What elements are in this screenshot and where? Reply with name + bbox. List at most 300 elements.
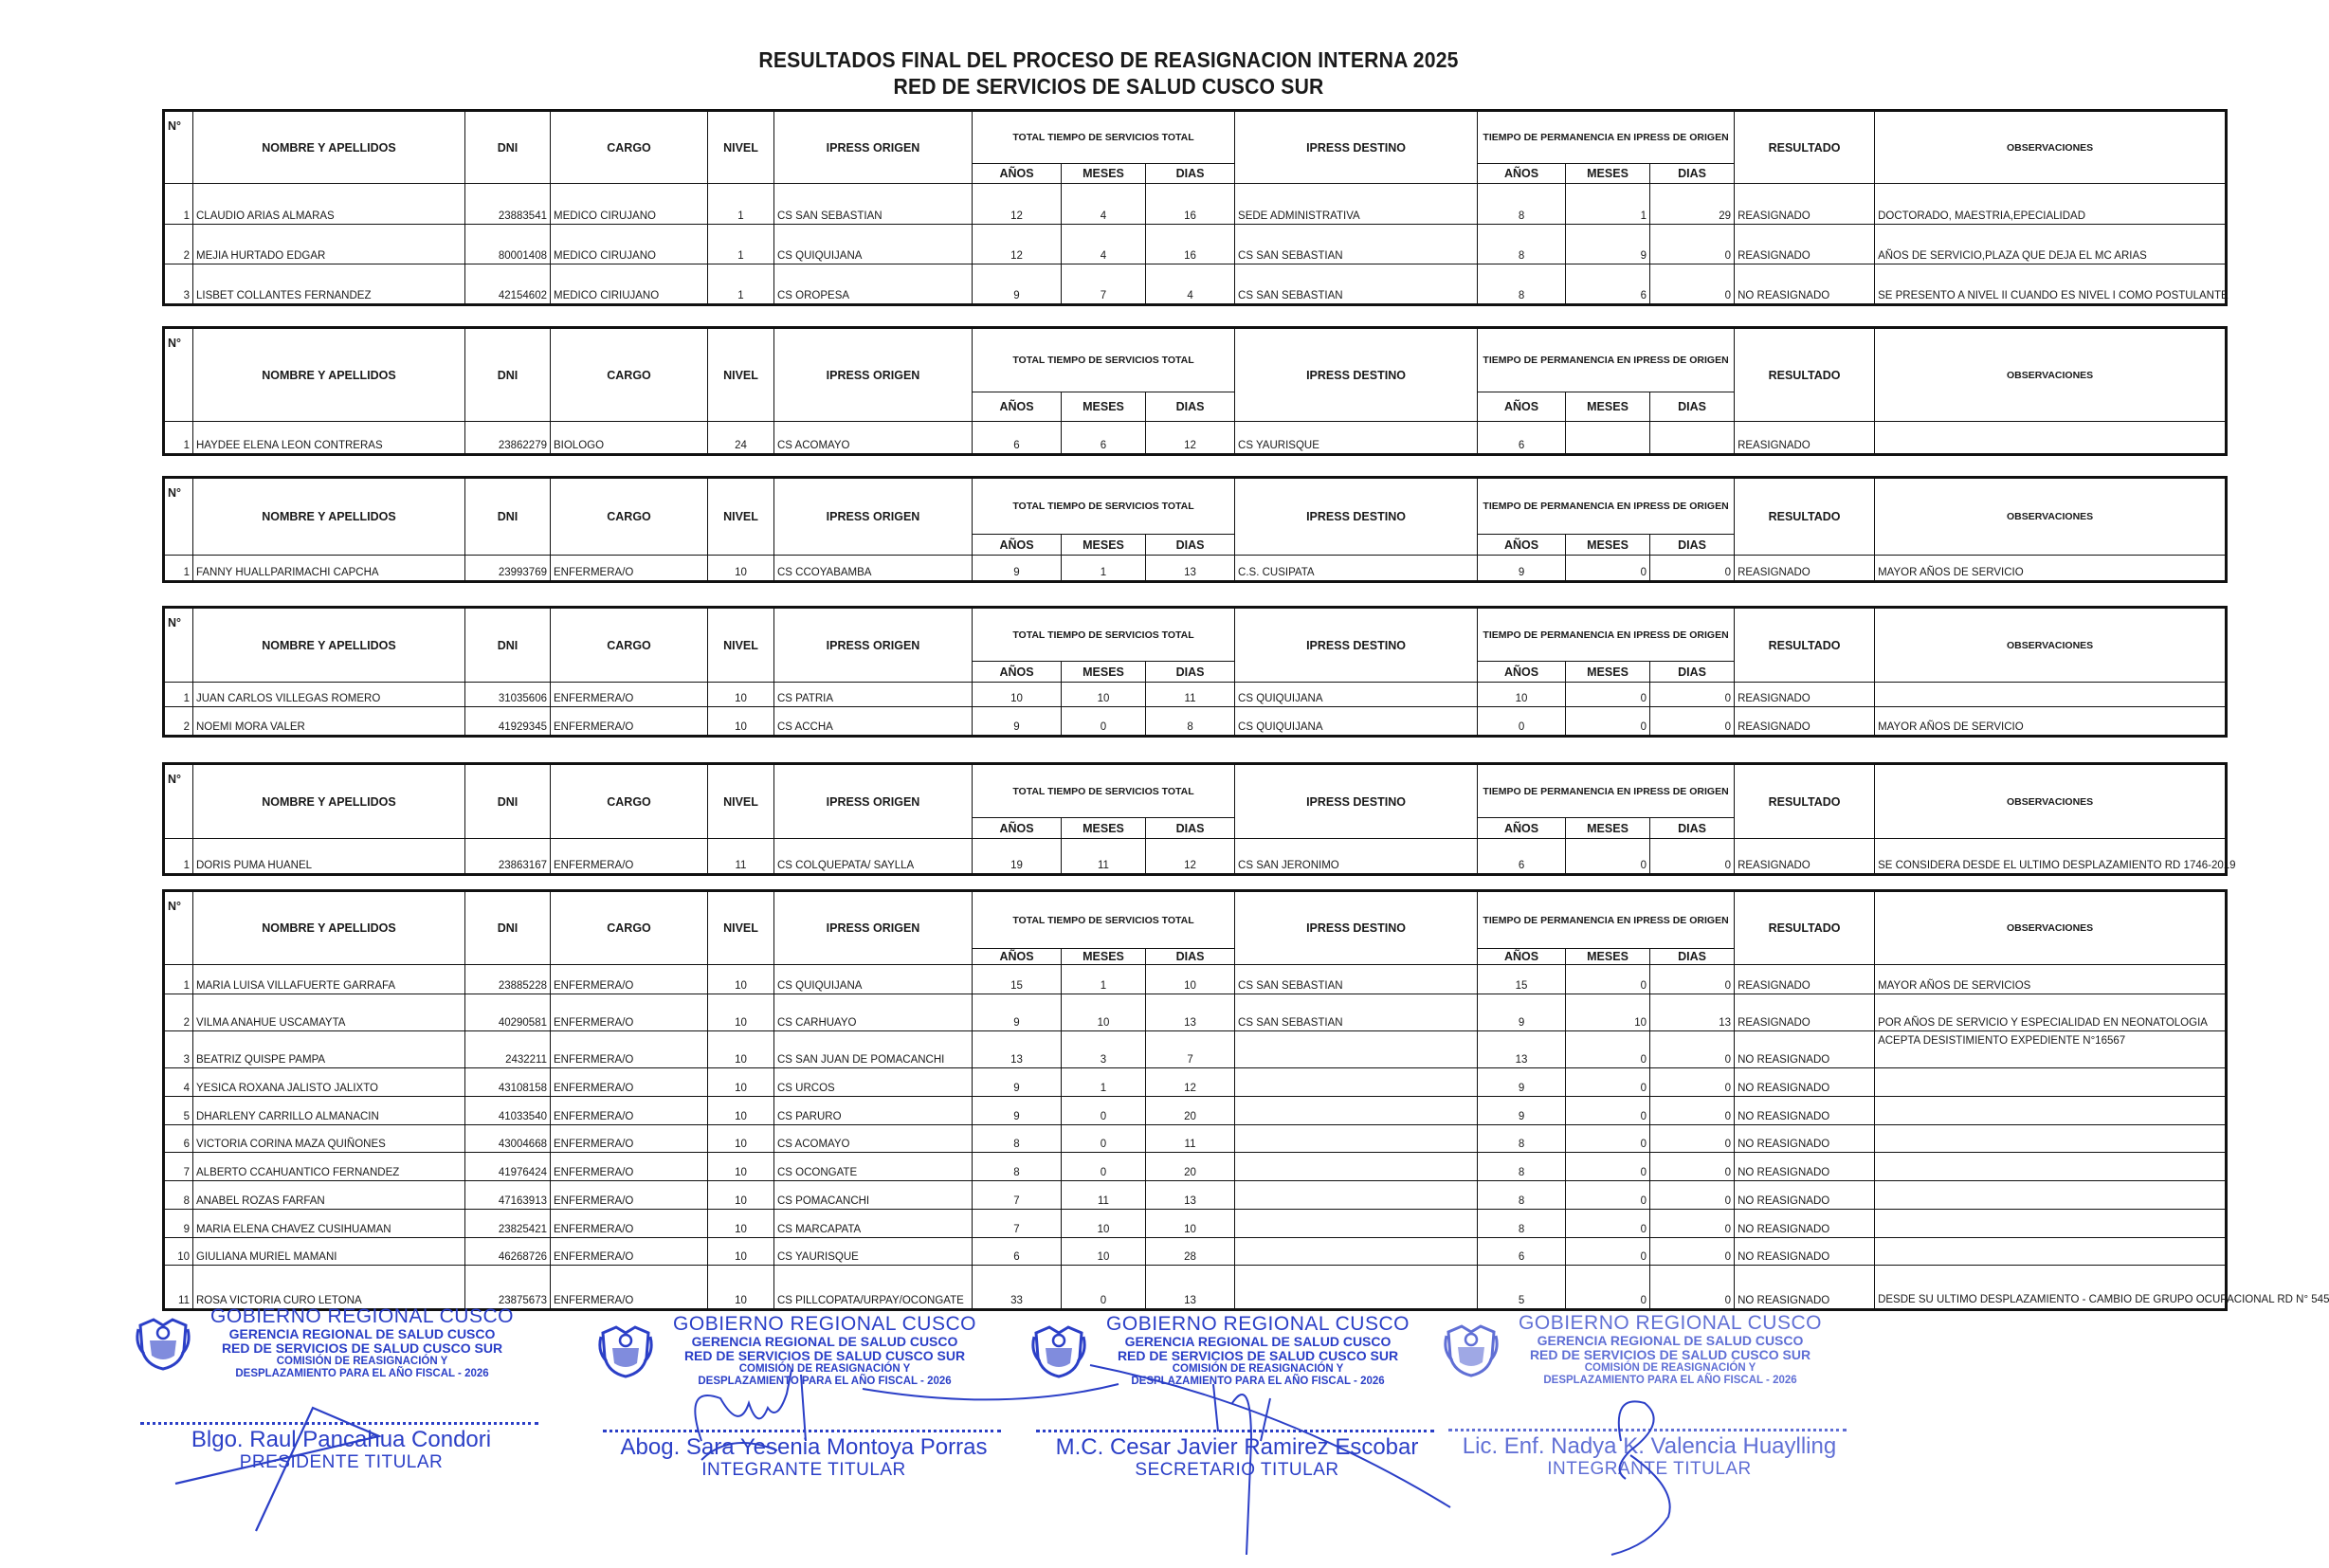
cell-resultado: REASIGNADO [1735,184,1875,225]
cell-perm-anios: 5 [1478,1266,1566,1309]
stamp-line-5: DESPLAZAMIENTO PARA EL AÑO FISCAL - 2026 [698,1376,952,1387]
cell-total-meses: 10 [1062,994,1146,1031]
cell-nombre: VILMA ANAHUE USCAMAYTA [193,994,465,1031]
header-resultado: RESULTADO [1735,892,1875,965]
cell-num: 1 [165,839,193,874]
header-total-meses: MESES [1062,949,1146,965]
table-row [165,264,2226,304]
header-perm-anios: AÑOS [1478,818,1566,839]
stamp-line-2: GERENCIA REGIONAL DE SALUD CUSCO [1124,1334,1392,1349]
cell-total-dias: 20 [1146,1097,1235,1125]
header-nivel: NIVEL [708,329,774,422]
cell-perm-meses: 0 [1566,1238,1650,1266]
cell-total-meses: 0 [1062,1266,1146,1309]
cell-perm-anios: 6 [1478,1238,1566,1266]
cell-perm-meses: 0 [1566,1068,1650,1097]
header-total-dias: DIAS [1146,662,1235,683]
cell-dni: 46268726 [465,1238,551,1266]
cell-dni: 80001408 [465,225,551,264]
cell-cargo: ENFERMERA/O [551,1068,708,1097]
cell-perm-dias: 13 [1650,994,1735,1031]
cell-observaciones [1875,683,2226,707]
cell-cargo: ENFERMERA/O [551,707,708,736]
cell-dni: 23863167 [465,839,551,874]
cell-total-meses: 0 [1062,1153,1146,1181]
cell-nivel: 10 [708,1238,774,1266]
stamp-line-4: COMISIÓN DE REASIGNACIÓN Y [1172,1363,1344,1375]
cell-ipress-origen: CS ACCHA [774,707,973,736]
header-observaciones: OBSERVACIONES [1875,609,2226,683]
cell-num: 1 [165,556,193,581]
header-total-tiempo: TOTAL TIEMPO DE SERVICIOS TOTAL [973,112,1235,164]
cell-perm-dias: 0 [1650,1097,1735,1125]
header-ipress-destino: IPRESS DESTINO [1235,112,1478,184]
header-total-dias: DIAS [1146,949,1235,965]
results-table [164,608,2226,736]
signatory-role: SECRETARIO TITULAR [1135,1460,1339,1480]
cell-observaciones [1875,1153,2226,1181]
header-total-tiempo: TOTAL TIEMPO DE SERVICIOS TOTAL [973,479,1235,535]
cell-nombre: VICTORIA CORINA MAZA QUIÑONES [193,1125,465,1153]
cell-ipress-destino: CS YAURISQUE [1235,422,1478,454]
table-row [165,1238,2226,1266]
cell-nivel: 1 [708,264,774,304]
cell-total-meses: 10 [1062,683,1146,707]
cell-num: 1 [165,683,193,707]
table-row [165,1068,2226,1097]
cell-nombre: JUAN CARLOS VILLEGAS ROMERO [193,683,465,707]
header-total-dias: DIAS [1146,818,1235,839]
cell-total-anios: 10 [973,683,1062,707]
cell-ipress-destino [1235,1153,1478,1181]
cell-resultado: NO REASIGNADO [1735,1153,1875,1181]
cell-nivel: 10 [708,1068,774,1097]
header-dni: DNI [465,329,551,422]
cell-ipress-destino: CS SAN JERONIMO [1235,839,1478,874]
signatory-role: INTEGRANTE TITULAR [1547,1459,1752,1479]
header-perm-dias: DIAS [1650,535,1735,556]
header-total-tiempo: TOTAL TIEMPO DE SERVICIOS TOTAL [973,892,1235,949]
cell-nivel: 10 [708,556,774,581]
cell-perm-dias: 0 [1650,1266,1735,1309]
cell-perm-anios: 6 [1478,422,1566,454]
table-row [165,965,2226,994]
cell-ipress-origen: CS ACOMAYO [774,1125,973,1153]
cell-nivel: 10 [708,707,774,736]
header-perm-anios: AÑOS [1478,164,1566,184]
cell-observaciones: MAYOR AÑOS DE SERVICIO [1875,556,2226,581]
signatory-name: Lic. Enf. Nadya K. Valencia Huaylling [1462,1433,1837,1459]
cell-total-meses: 7 [1062,264,1146,304]
cell-ipress-destino [1235,1031,1478,1068]
header-observaciones: OBSERVACIONES [1875,112,2226,184]
cell-dni: 2432211 [465,1031,551,1068]
cell-perm-anios: 8 [1478,184,1566,225]
cell-nivel: 10 [708,1210,774,1238]
stamp-line-3: RED DE SERVICIOS DE SALUD CUSCO SUR [1117,1348,1399,1363]
header-permanencia: TIEMPO DE PERMANENCIA EN IPRESS DE ORIGEN [1478,112,1735,164]
cell-ipress-destino: CS SAN SEBASTIAN [1235,225,1478,264]
header-nivel: NIVEL [708,765,774,839]
cell-dni: 23825421 [465,1210,551,1238]
cell-perm-meses: 0 [1566,1125,1650,1153]
cell-perm-anios: 13 [1478,1031,1566,1068]
cell-dni: 42154602 [465,264,551,304]
header-cargo: CARGO [551,479,708,556]
cell-ipress-origen: CS SAN SEBASTIAN [774,184,973,225]
header-total-meses: MESES [1062,164,1146,184]
cell-observaciones: DOCTORADO, MAESTRIA,EPECIALIDAD [1875,184,2226,225]
cell-num: 3 [165,264,193,304]
cell-perm-dias: 0 [1650,1210,1735,1238]
header-dni: DNI [465,609,551,683]
cell-num: 3 [165,1031,193,1068]
cell-nombre: ANABEL ROZAS FARFAN [193,1181,465,1210]
signatory-name: M.C. Cesar Javier Ramirez Escobar [1055,1434,1419,1460]
cell-total-meses: 11 [1062,1181,1146,1210]
cell-total-anios: 12 [973,184,1062,225]
header-ipress-destino: IPRESS DESTINO [1235,609,1478,683]
cell-observaciones: MAYOR AÑOS DE SERVICIO [1875,707,2226,736]
header-perm-meses: MESES [1566,662,1650,683]
cell-nombre: LISBET COLLANTES FERNANDEZ [193,264,465,304]
handwritten-signature [645,1365,1137,1507]
header-ipress-destino: IPRESS DESTINO [1235,479,1478,556]
table-row [165,1210,2226,1238]
cell-cargo: ENFERMERA/O [551,1153,708,1181]
header-observaciones: OBSERVACIONES [1875,892,2226,965]
cell-perm-meses: 0 [1566,556,1650,581]
cell-perm-meses: 1 [1566,184,1650,225]
cell-observaciones [1875,1097,2226,1125]
cell-nombre: BEATRIZ QUISPE PAMPA [193,1031,465,1068]
results-table [164,764,2236,874]
header-dni: DNI [465,479,551,556]
header-total-meses: MESES [1062,818,1146,839]
header-num: N° [165,609,193,683]
cell-ipress-destino [1235,1097,1478,1125]
header-total-meses: MESES [1062,392,1146,422]
cell-ipress-origen: CS ACOMAYO [774,422,973,454]
cell-nivel: 10 [708,994,774,1031]
cell-total-dias: 12 [1146,422,1235,454]
table-row [165,1153,2226,1181]
header-dni: DNI [465,765,551,839]
header-perm-dias: DIAS [1650,164,1735,184]
header-cargo: CARGO [551,112,708,184]
cell-observaciones [1875,1181,2226,1210]
cell-nombre: DHARLENY CARRILLO ALMANACIN [193,1097,465,1125]
cell-dni: 47163913 [465,1181,551,1210]
cell-perm-dias: 29 [1650,184,1735,225]
table-row [165,839,2226,874]
cell-nivel: 1 [708,225,774,264]
header-ipress-origen: IPRESS ORIGEN [774,892,973,965]
header-total-dias: DIAS [1146,535,1235,556]
cell-perm-dias: 0 [1650,1125,1735,1153]
cell-nivel: 24 [708,422,774,454]
header-nombre: NOMBRE Y APELLIDOS [193,609,465,683]
cell-nivel: 11 [708,839,774,874]
results-table [164,478,2226,581]
cell-cargo: ENFERMERA/O [551,1238,708,1266]
handwritten-signature [1090,1346,1498,1555]
cell-cargo: MEDICO CIRUJANO [551,184,708,225]
header-perm-anios: AÑOS [1478,662,1566,683]
cell-perm-dias: 0 [1650,1238,1735,1266]
cell-perm-meses: 0 [1566,1266,1650,1309]
cell-resultado: REASIGNADO [1735,994,1875,1031]
cell-perm-meses: 6 [1566,264,1650,304]
cell-ipress-destino [1235,1181,1478,1210]
cell-cargo: MEDICO CIRIUJANO [551,264,708,304]
cell-total-dias: 16 [1146,184,1235,225]
cell-perm-anios: 8 [1478,1125,1566,1153]
cell-resultado: NO REASIGNADO [1735,1238,1875,1266]
header-cargo: CARGO [551,609,708,683]
table-row [165,994,2226,1031]
stamp-line-3: RED DE SERVICIOS DE SALUD CUSCO SUR [683,1348,966,1363]
cell-total-meses: 6 [1062,422,1146,454]
cell-dni: 41033540 [465,1097,551,1125]
cell-ipress-destino: CS SAN SEBASTIAN [1235,994,1478,1031]
header-permanencia: TIEMPO DE PERMANENCIA EN IPRESS DE ORIGEN [1478,479,1735,535]
header-perm-anios: AÑOS [1478,535,1566,556]
header-num: N° [165,112,193,184]
header-total-anios: AÑOS [973,535,1062,556]
header-num: N° [165,892,193,965]
cell-dni: 41929345 [465,707,551,736]
cell-nombre: DORIS PUMA HUANEL [193,839,465,874]
cell-total-meses: 0 [1062,1125,1146,1153]
cell-nivel: 10 [708,1097,774,1125]
cell-num: 9 [165,1210,193,1238]
header-cargo: CARGO [551,329,708,422]
cell-ipress-destino: CS QUIQUIJANA [1235,707,1478,736]
table-row [165,422,2226,454]
table-row [165,556,2226,581]
cell-cargo: ENFERMERA/O [551,839,708,874]
cell-perm-meses: 0 [1566,683,1650,707]
cell-total-anios: 9 [973,264,1062,304]
results-table [164,111,2229,304]
results-table [164,328,2226,454]
cell-num: 1 [165,184,193,225]
header-permanencia: TIEMPO DE PERMANENCIA EN IPRESS DE ORIGEN [1478,329,1735,392]
cell-total-meses: 11 [1062,839,1146,874]
cell-cargo: ENFERMERA/O [551,1181,708,1210]
header-dni: DNI [465,892,551,965]
header-total-tiempo: TOTAL TIEMPO DE SERVICIOS TOTAL [973,329,1235,392]
cell-observaciones [1875,422,2226,454]
cell-observaciones: DESDE SU ULTIMO DESPLAZAMIENTO - CAMBIO DE GRUPO OCUPACIONAL RD N° 545 [1875,1266,2226,1309]
cell-ipress-origen: CS OCONGATE [774,1153,973,1181]
cell-perm-anios: 8 [1478,225,1566,264]
cell-dni: 23875673 [465,1266,551,1309]
stamp-line-4: COMISIÓN DE REASIGNACIÓN Y [738,1363,911,1375]
cell-perm-anios: 8 [1478,264,1566,304]
header-ipress-origen: IPRESS ORIGEN [774,765,973,839]
header-resultado: RESULTADO [1735,609,1875,683]
header-total-anios: AÑOS [973,818,1062,839]
stamp-line-5: DESPLAZAMIENTO PARA EL AÑO FISCAL - 2026 [235,1368,489,1379]
cell-num: 2 [165,225,193,264]
cell-total-dias: 13 [1146,1266,1235,1309]
cell-perm-dias: 0 [1650,965,1735,994]
header-permanencia: TIEMPO DE PERMANENCIA EN IPRESS DE ORIGEN [1478,609,1735,662]
cell-resultado: NO REASIGNADO [1735,1210,1875,1238]
cell-ipress-destino [1235,1266,1478,1309]
cell-resultado: REASIGNADO [1735,965,1875,994]
table-row [165,707,2226,736]
cell-total-dias: 12 [1146,839,1235,874]
cell-ipress-origen: CS PATRIA [774,683,973,707]
header-nivel: NIVEL [708,479,774,556]
cell-perm-anios: 8 [1478,1181,1566,1210]
header-nombre: NOMBRE Y APELLIDOS [193,329,465,422]
cell-perm-dias: 0 [1650,1031,1735,1068]
cell-nombre: MARIA ELENA CHAVEZ CUSIHUAMAN [193,1210,465,1238]
cell-observaciones [1875,1210,2226,1238]
header-perm-dias: DIAS [1650,662,1735,683]
table-row [165,683,2226,707]
cell-ipress-origen: CS URCOS [774,1068,973,1097]
cell-nombre: GIULIANA MURIEL MAMANI [193,1238,465,1266]
cell-perm-anios: 6 [1478,839,1566,874]
table-row [165,1031,2226,1068]
stamp-line-1: GOBIERNO REGIONAL CUSCO [210,1305,514,1327]
header-cargo: CARGO [551,765,708,839]
cell-perm-meses: 0 [1566,965,1650,994]
header-nivel: NIVEL [708,112,774,184]
header-total-anios: AÑOS [973,164,1062,184]
cell-cargo: ENFERMERA/O [551,965,708,994]
cell-resultado: NO REASIGNADO [1735,1181,1875,1210]
cell-ipress-destino [1235,1068,1478,1097]
cell-total-meses: 1 [1062,1068,1146,1097]
cell-nombre: MARIA LUISA VILLAFUERTE GARRAFA [193,965,465,994]
cell-cargo: ENFERMERA/O [551,1097,708,1125]
stamp-line-5: DESPLAZAMIENTO PARA EL AÑO FISCAL - 2026 [1543,1375,1797,1386]
cell-observaciones [1875,1125,2226,1153]
cell-total-anios: 6 [973,422,1062,454]
stamp-line-2: GERENCIA REGIONAL DE SALUD CUSCO [228,1326,496,1341]
cell-nivel: 10 [708,1181,774,1210]
cell-nivel: 10 [708,683,774,707]
cell-total-dias: 4 [1146,264,1235,304]
cell-dni: 31035606 [465,683,551,707]
cell-perm-anios: 9 [1478,994,1566,1031]
results-table [164,891,2329,1309]
table-row [165,1266,2226,1309]
cell-total-anios: 13 [973,1031,1062,1068]
table-row [165,1181,2226,1210]
header-nivel: NIVEL [708,892,774,965]
cell-ipress-origen: CS MARCAPATA [774,1210,973,1238]
cell-cargo: ENFERMERA/O [551,994,708,1031]
cell-ipress-destino [1235,1238,1478,1266]
cell-ipress-destino: SEDE ADMINISTRATIVA [1235,184,1478,225]
cell-nombre: NOEMI MORA VALER [193,707,465,736]
cell-total-dias: 16 [1146,225,1235,264]
cell-perm-anios: 15 [1478,965,1566,994]
cell-nivel: 10 [708,965,774,994]
cell-perm-anios: 9 [1478,556,1566,581]
header-perm-dias: DIAS [1650,818,1735,839]
cell-perm-meses: 0 [1566,839,1650,874]
header-nombre: NOMBRE Y APELLIDOS [193,765,465,839]
signatory-role: INTEGRANTE TITULAR [701,1460,906,1480]
header-nombre: NOMBRE Y APELLIDOS [193,892,465,965]
cell-ipress-destino: CS SAN SEBASTIAN [1235,965,1478,994]
cell-perm-meses: 0 [1566,1181,1650,1210]
cell-perm-meses: 0 [1566,1153,1650,1181]
header-total-meses: MESES [1062,535,1146,556]
cell-total-anios: 6 [973,1238,1062,1266]
cell-observaciones [1875,1238,2226,1266]
header-total-anios: AÑOS [973,392,1062,422]
cell-perm-dias: 0 [1650,264,1735,304]
cell-ipress-destino [1235,1125,1478,1153]
cell-resultado: REASIGNADO [1735,683,1875,707]
cell-ipress-origen: CS COLQUEPATA/ SAYLLA [774,839,973,874]
cell-num: 6 [165,1125,193,1153]
cell-ipress-origen: CS OROPESA [774,264,973,304]
cell-perm-dias [1650,422,1735,454]
cell-ipress-origen: CS QUIQUIJANA [774,965,973,994]
header-num: N° [165,765,193,839]
signatory-name: Abog. Sara Yesenia Montoya Porras [620,1434,988,1460]
cell-perm-dias: 0 [1650,1181,1735,1210]
cell-perm-meses: 10 [1566,994,1650,1031]
table-row [165,225,2226,264]
header-perm-anios: AÑOS [1478,392,1566,422]
cell-perm-meses: 0 [1566,1031,1650,1068]
cell-total-dias: 10 [1146,1210,1235,1238]
cell-total-dias: 13 [1146,994,1235,1031]
header-ipress-destino: IPRESS DESTINO [1235,892,1478,965]
cell-nombre: MEJIA HURTADO EDGAR [193,225,465,264]
cell-resultado: NO REASIGNADO [1735,1266,1875,1309]
header-observaciones: OBSERVACIONES [1875,765,2226,839]
cell-dni: 43004668 [465,1125,551,1153]
header-perm-meses: MESES [1566,392,1650,422]
cell-num: 11 [165,1266,193,1309]
cell-perm-anios: 10 [1478,683,1566,707]
header-total-anios: AÑOS [973,949,1062,965]
cell-resultado: NO REASIGNADO [1735,1097,1875,1125]
cell-total-anios: 19 [973,839,1062,874]
cell-dni: 23885228 [465,965,551,994]
cell-num: 8 [165,1181,193,1210]
cell-nombre: CLAUDIO ARIAS ALMARAS [193,184,465,225]
cell-cargo: ENFERMERA/O [551,1031,708,1068]
cell-total-dias: 12 [1146,1068,1235,1097]
cell-resultado: REASIGNADO [1735,225,1875,264]
cell-nombre: YESICA ROXANA JALISTO JALIXTO [193,1068,465,1097]
cell-resultado: NO REASIGNADO [1735,264,1875,304]
header-num: N° [165,329,193,422]
header-nombre: NOMBRE Y APELLIDOS [193,112,465,184]
cell-perm-dias: 0 [1650,225,1735,264]
cell-nivel: 10 [708,1031,774,1068]
header-total-meses: MESES [1062,662,1146,683]
cell-resultado: REASIGNADO [1735,839,1875,874]
cell-dni: 23883541 [465,184,551,225]
header-nombre: NOMBRE Y APELLIDOS [193,479,465,556]
cell-perm-meses: 0 [1566,707,1650,736]
cell-perm-meses: 0 [1566,1097,1650,1125]
